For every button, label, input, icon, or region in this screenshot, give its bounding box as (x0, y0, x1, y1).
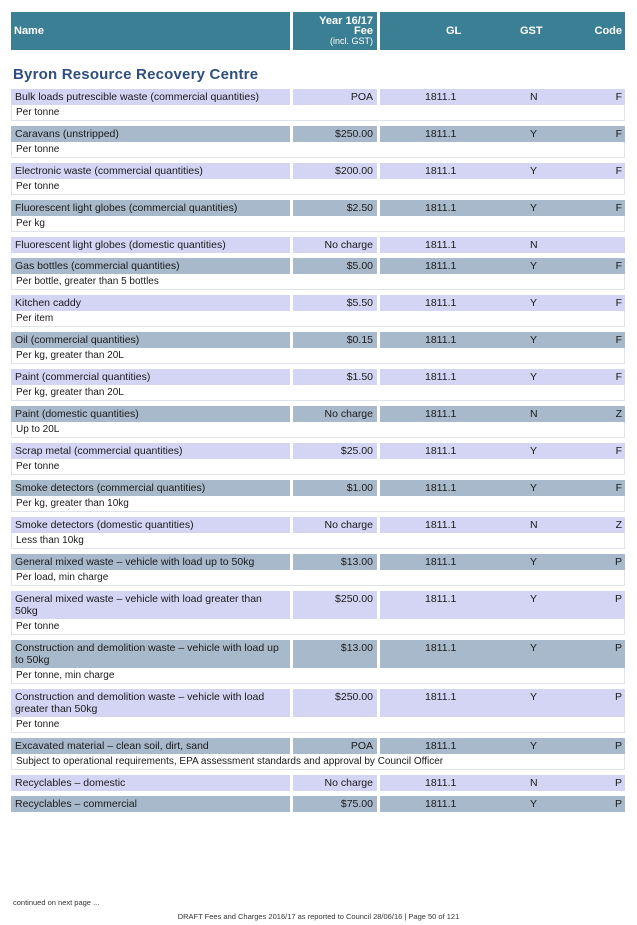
row-gst: Y (530, 334, 538, 346)
row-main (11, 126, 625, 142)
row-description: Per tonne (11, 717, 625, 733)
row-gl: 1811.1 (425, 691, 457, 703)
row-code: F (615, 91, 622, 103)
row-gst: Y (530, 642, 538, 654)
table-row (11, 89, 625, 121)
row-rest (380, 163, 625, 179)
header-fee-line1: Year 16/17 (319, 15, 373, 27)
row-description: Per kg, greater than 20L (11, 348, 625, 364)
row-description: Subject to operational requirements, EPA assessment standards and approval by Council Officer (11, 754, 625, 770)
row-description: Per tonne (11, 179, 625, 195)
row-code: F (615, 202, 622, 214)
row-main (11, 591, 625, 619)
row-gst: N (530, 239, 538, 251)
row-code: P (614, 777, 622, 789)
row-rest (380, 689, 625, 717)
row-name: Caravans (unstripped) (11, 126, 290, 142)
row-rest (380, 200, 625, 216)
row-gst: N (530, 777, 538, 789)
row-fee: $2.50 (293, 200, 377, 216)
row-gst: Y (530, 691, 538, 703)
row-main (11, 406, 625, 422)
row-fee: $1.00 (293, 480, 377, 496)
row-main (11, 237, 625, 253)
table-row (11, 332, 625, 364)
table-row (11, 200, 625, 232)
row-description: Per kg, greater than 10kg (11, 496, 625, 512)
row-rest (380, 126, 625, 142)
header-name (11, 12, 290, 50)
row-name: Fluorescent light globes (commercial quantities) (11, 200, 290, 216)
row-rest (380, 89, 625, 105)
row-gl: 1811.1 (425, 165, 457, 177)
page-footer: DRAFT Fees and Charges 2016/17 as reported to Council 28/06/16 | Page 50 of 121 (177, 912, 460, 921)
row-fee: $25.00 (293, 443, 377, 459)
row-description: Per kg (11, 216, 625, 232)
row-rest (380, 443, 625, 459)
row-name: Kitchen caddy (11, 295, 290, 311)
row-main (11, 775, 625, 791)
header-fee-line3: (incl. GST) (329, 36, 373, 46)
row-gst: Y (530, 202, 538, 214)
row-gst: Y (530, 165, 538, 177)
row-description: Up to 20L (11, 422, 625, 438)
row-name: Paint (commercial quantities) (11, 369, 290, 385)
row-rest (380, 738, 625, 754)
row-rest (380, 517, 625, 533)
row-name: Construction and demolition waste – vehicle with load up to 50kg (11, 640, 290, 668)
fee-table (11, 89, 625, 817)
table-row (11, 591, 625, 635)
row-main (11, 517, 625, 533)
row-rest (380, 591, 625, 619)
table-row (11, 689, 625, 733)
row-rest (380, 258, 625, 274)
row-gst: N (530, 91, 538, 103)
table-row (11, 640, 625, 684)
row-rest (380, 332, 625, 348)
table-row (11, 738, 625, 770)
row-gst: Y (530, 593, 538, 605)
row-gl: 1811.1 (425, 740, 457, 752)
row-gst: Y (530, 482, 538, 494)
row-gst: Y (530, 371, 538, 383)
row-gl: 1811.1 (425, 556, 457, 568)
row-code: P (614, 740, 622, 752)
row-fee: $13.00 (293, 640, 377, 668)
continued-note: continued on next page ... (13, 898, 100, 907)
row-code: Z (615, 519, 622, 531)
row-fee: $5.00 (293, 258, 377, 274)
row-gst: Y (530, 128, 538, 140)
row-main (11, 796, 625, 812)
table-row (11, 406, 625, 438)
row-code: F (615, 371, 622, 383)
row-rest (380, 775, 625, 791)
row-name: Bulk loads putrescible waste (commercial quantities) (11, 89, 290, 105)
row-description: Per tonne, min charge (11, 668, 625, 684)
row-gl: 1811.1 (425, 334, 457, 346)
row-gl: 1811.1 (425, 202, 457, 214)
row-code: F (615, 260, 622, 272)
row-code: P (614, 556, 622, 568)
row-name: Gas bottles (commercial quantities) (11, 258, 290, 274)
row-name: Smoke detectors (commercial quantities) (11, 480, 290, 496)
table-row (11, 443, 625, 475)
row-name: Smoke detectors (domestic quantities) (11, 517, 290, 533)
row-fee: No charge (293, 237, 377, 253)
row-gl: 1811.1 (425, 777, 457, 789)
row-main (11, 480, 625, 496)
row-gl: 1811.1 (425, 128, 457, 140)
row-gl: 1811.1 (425, 445, 457, 457)
row-rest (380, 406, 625, 422)
row-description: Per bottle, greater than 5 bottles (11, 274, 625, 290)
table-row (11, 796, 625, 812)
row-fee: $0.15 (293, 332, 377, 348)
row-gst: Y (530, 740, 538, 752)
header-gl: GL (446, 25, 462, 37)
table-row (11, 163, 625, 195)
row-fee: $250.00 (293, 591, 377, 619)
table-row (11, 480, 625, 512)
row-code: F (615, 445, 622, 457)
row-name: Electronic waste (commercial quantities) (11, 163, 290, 179)
row-main (11, 258, 625, 274)
row-gl: 1811.1 (425, 798, 457, 810)
row-rest (380, 369, 625, 385)
row-gst: Y (530, 297, 538, 309)
row-name: Recyclables – domestic (11, 775, 290, 791)
row-main (11, 89, 625, 105)
section-title: Byron Resource Recovery Centre (13, 66, 259, 83)
row-rest (380, 295, 625, 311)
row-gl: 1811.1 (425, 408, 457, 420)
table-row (11, 295, 625, 327)
row-fee: $1.50 (293, 369, 377, 385)
row-code: P (614, 798, 622, 810)
row-code: F (615, 165, 622, 177)
row-gst: N (530, 519, 538, 531)
row-code: F (615, 482, 622, 494)
row-code: P (614, 593, 622, 605)
header-gst: GST (520, 25, 543, 37)
row-gst: Y (530, 798, 538, 810)
row-main (11, 369, 625, 385)
table-row (11, 258, 625, 290)
row-gst: N (530, 408, 538, 420)
row-fee: $75.00 (293, 796, 377, 812)
row-code: F (615, 334, 622, 346)
row-description: Per kg, greater than 20L (11, 385, 625, 401)
row-name: Scrap metal (commercial quantities) (11, 443, 290, 459)
row-rest (380, 640, 625, 668)
row-code: P (614, 642, 622, 654)
row-fee: $250.00 (293, 126, 377, 142)
row-name: Recyclables – commercial (11, 796, 290, 812)
row-main (11, 200, 625, 216)
row-description: Less than 10kg (11, 533, 625, 549)
row-rest (380, 554, 625, 570)
row-fee: No charge (293, 406, 377, 422)
row-gl: 1811.1 (425, 519, 457, 531)
row-fee: $200.00 (293, 163, 377, 179)
table-row (11, 517, 625, 549)
row-fee: No charge (293, 517, 377, 533)
table-row (11, 775, 625, 791)
row-fee: $13.00 (293, 554, 377, 570)
row-fee: POA (293, 89, 377, 105)
row-code: F (615, 128, 622, 140)
table-row (11, 237, 625, 253)
row-fee: $250.00 (293, 689, 377, 717)
row-gl: 1811.1 (425, 297, 457, 309)
row-gl: 1811.1 (425, 642, 457, 654)
row-rest (380, 796, 625, 812)
row-name: Oil (commercial quantities) (11, 332, 290, 348)
row-fee: POA (293, 738, 377, 754)
row-name: Paint (domestic quantities) (11, 406, 290, 422)
row-main (11, 443, 625, 459)
table-row (11, 554, 625, 586)
row-description: Per load, min charge (11, 570, 625, 586)
row-gl: 1811.1 (425, 239, 457, 251)
row-code: Z (615, 408, 622, 420)
row-gl: 1811.1 (425, 91, 457, 103)
row-name: Excavated material – clean soil, dirt, sand (11, 738, 290, 754)
table-row (11, 369, 625, 401)
row-code: P (614, 691, 622, 703)
row-gst: Y (530, 556, 538, 568)
row-gst: Y (530, 260, 538, 272)
row-rest (380, 480, 625, 496)
row-description: Per tonne (11, 142, 625, 158)
header-fee (293, 12, 377, 50)
row-code: F (615, 297, 622, 309)
row-main (11, 163, 625, 179)
row-rest (380, 237, 625, 253)
row-fee: $5.50 (293, 295, 377, 311)
row-gl: 1811.1 (425, 371, 457, 383)
header-code: Code (594, 25, 622, 37)
header-rest (380, 12, 625, 50)
row-gl: 1811.1 (425, 593, 457, 605)
row-gl: 1811.1 (425, 482, 457, 494)
row-main (11, 554, 625, 570)
header-name-label: Name (14, 25, 44, 37)
row-main (11, 295, 625, 311)
row-gst: Y (530, 445, 538, 457)
row-fee: No charge (293, 775, 377, 791)
row-description: Per tonne (11, 105, 625, 121)
row-main (11, 640, 625, 668)
row-description: Per tonne (11, 459, 625, 475)
row-main (11, 689, 625, 717)
row-name: General mixed waste – vehicle with load greater than 50kg (11, 591, 290, 619)
table-row (11, 126, 625, 158)
row-name: Construction and demolition waste – vehicle with load greater than 50kg (11, 689, 290, 717)
row-main (11, 332, 625, 348)
row-main (11, 738, 625, 754)
row-description: Per tonne (11, 619, 625, 635)
table-header (11, 12, 625, 50)
row-gl: 1811.1 (425, 260, 457, 272)
row-name: Fluorescent light globes (domestic quantities) (11, 237, 290, 253)
header-fee-line2: Fee (354, 25, 373, 37)
row-description: Per item (11, 311, 625, 327)
row-name: General mixed waste – vehicle with load up to 50kg (11, 554, 290, 570)
